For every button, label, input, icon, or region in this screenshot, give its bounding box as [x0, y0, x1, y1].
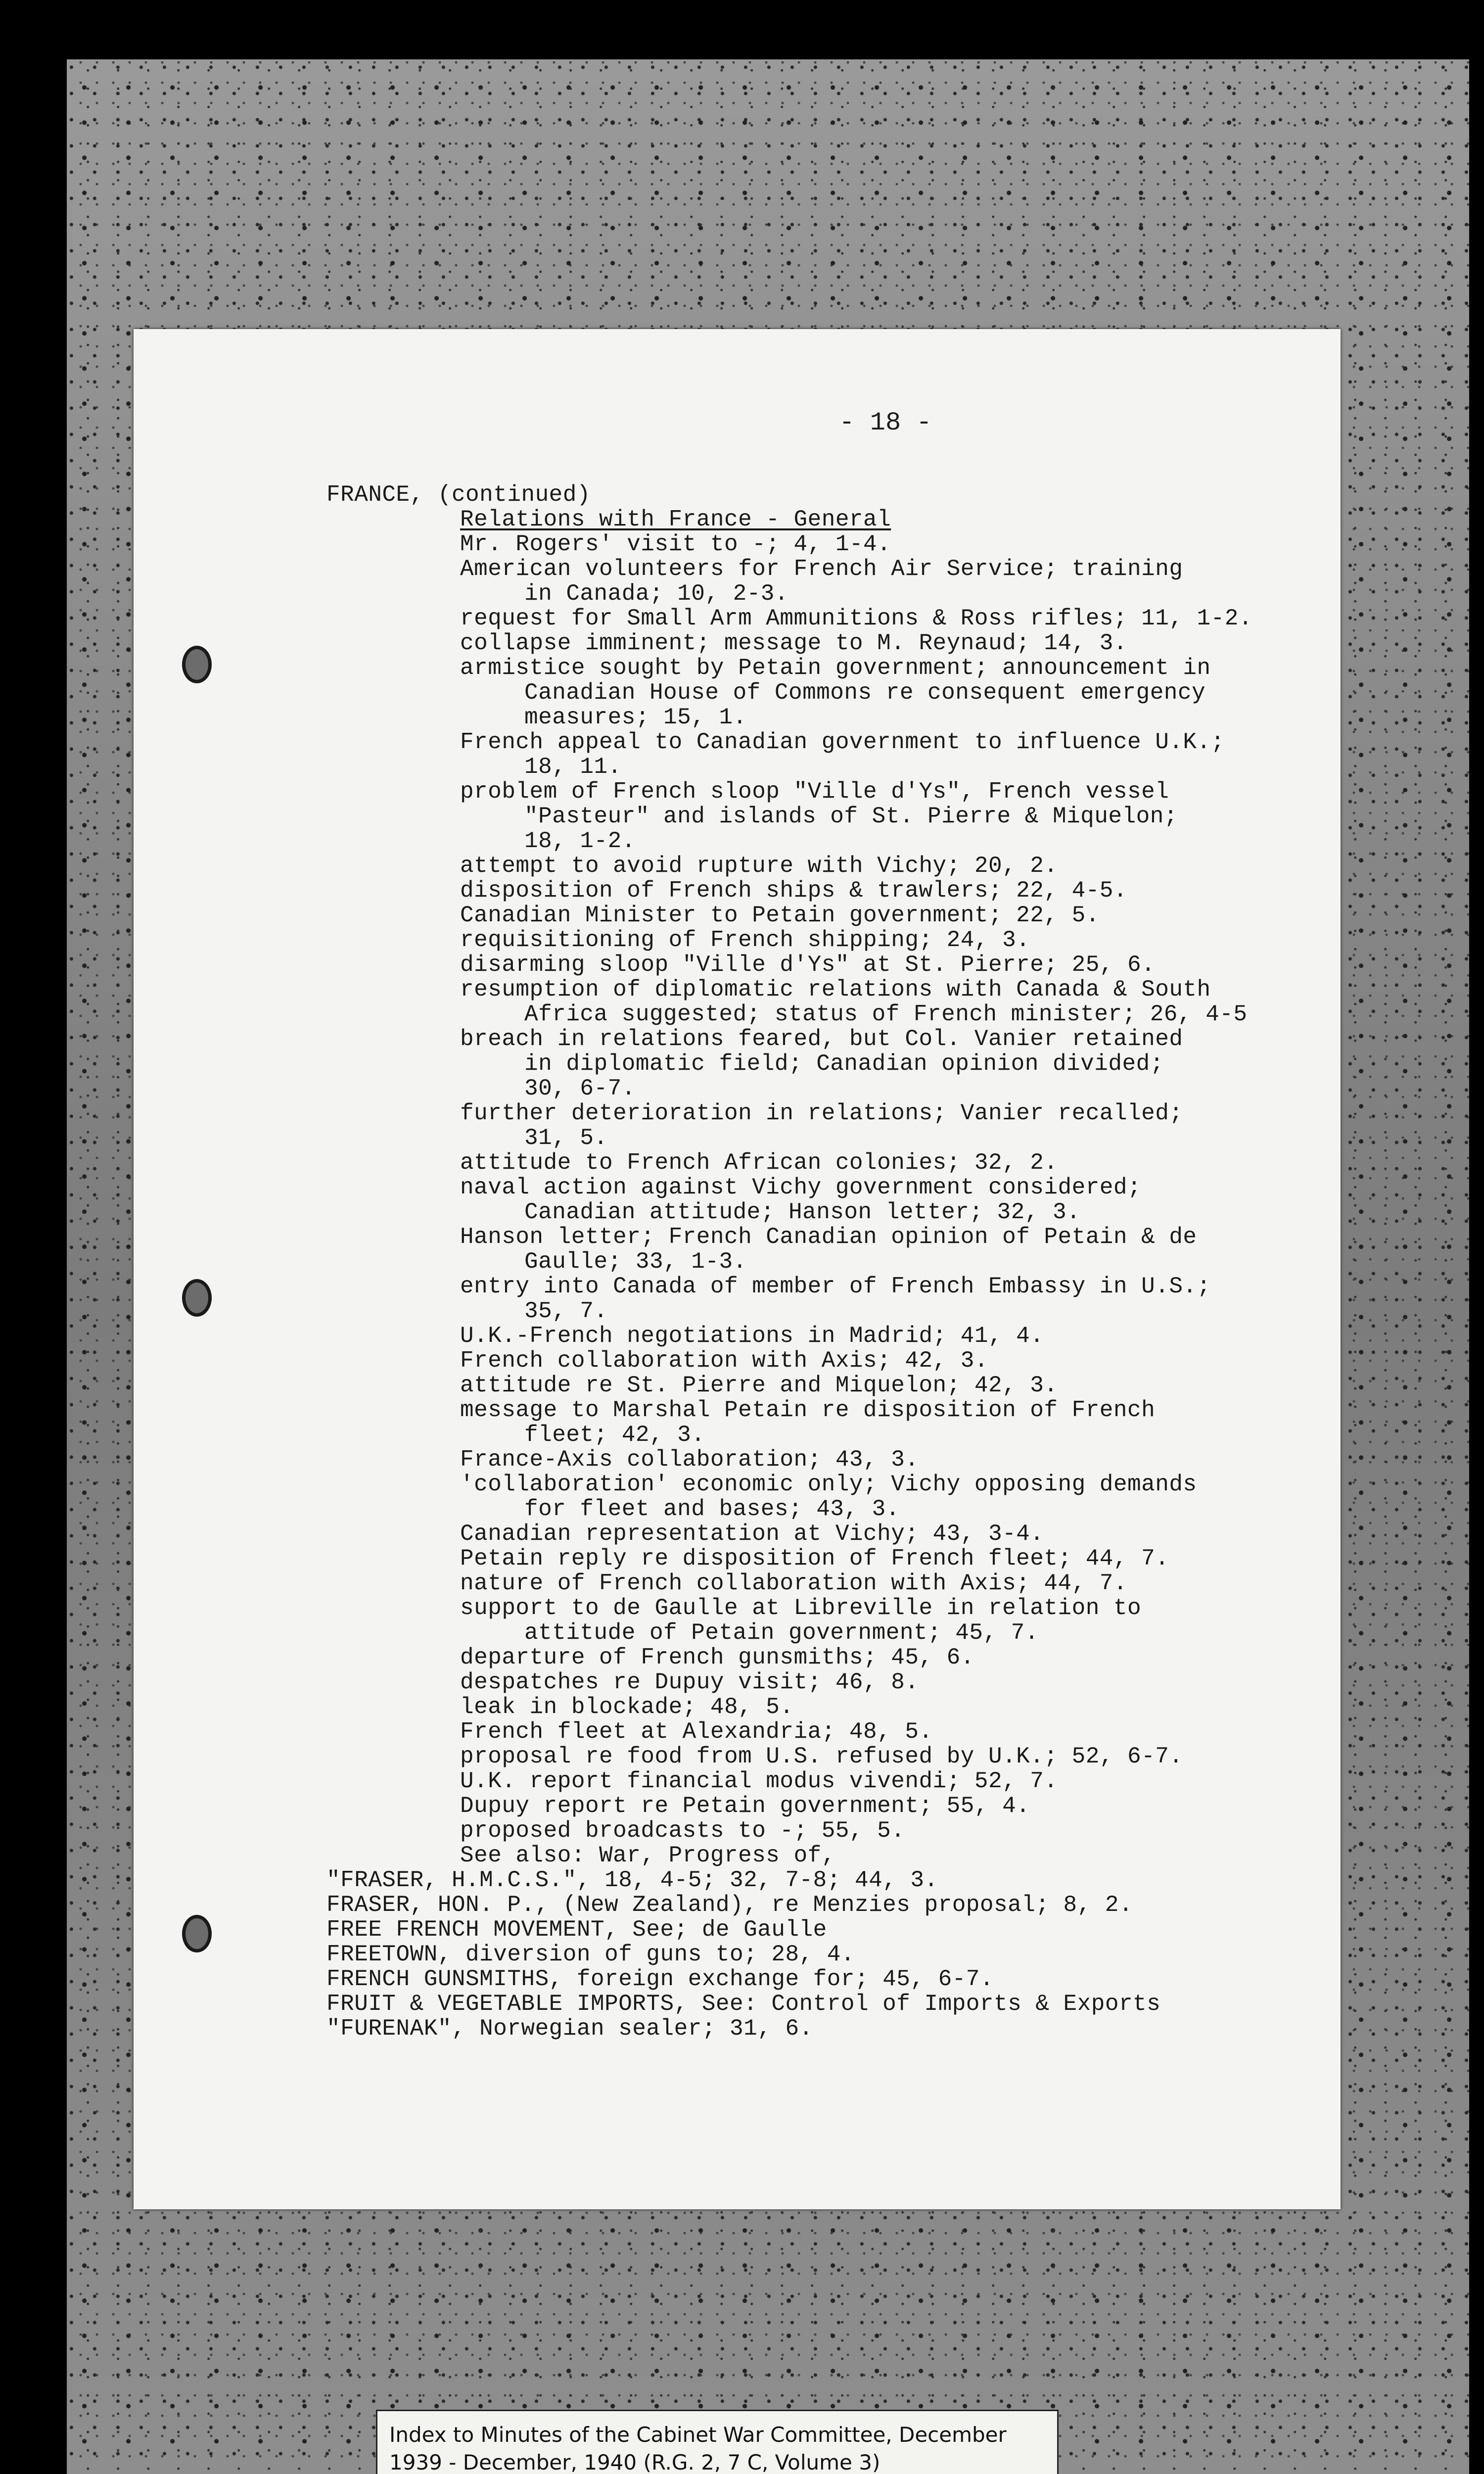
page-number: - 18 -	[839, 408, 932, 437]
index-entry: French collaboration with Axis; 42, 3.	[460, 1348, 988, 1374]
document-page	[134, 329, 1341, 2209]
index-entry: Mr. Rogers' visit to -; 4, 1-4.	[460, 531, 891, 557]
index-entry: leak in blockade; 48, 5.	[460, 1694, 794, 1720]
index-entry: naval action against Vichy government considered;	[460, 1175, 1142, 1200]
index-entry: FRENCH GUNSMITHS, foreign exchange for; 45, 6-7.	[326, 1966, 994, 1992]
index-entry: "FURENAK", Norwegian sealer; 31, 6.	[326, 2016, 813, 2042]
index-entry: disposition of French ships & trawlers; 22, 4-5.	[460, 878, 1128, 904]
section-heading: FRANCE, (continued)	[326, 482, 591, 508]
index-entry: See also: War, Progress of,	[460, 1843, 835, 1868]
index-entry: 30, 6-7.	[524, 1076, 636, 1101]
index-entry: further deterioration in relations; Vanier recalled;	[460, 1100, 1183, 1126]
index-entry: 18, 1-2.	[524, 828, 636, 854]
index-entry: 'collaboration' economic only; Vichy opposing demands	[460, 1472, 1197, 1497]
index-entry: Petain reply re disposition of French fleet; 44, 7.	[460, 1546, 1169, 1571]
index-entry: proposal re food from U.S. refused by U.K.; 52, 6-7.	[460, 1744, 1183, 1769]
index-entry: attitude of Petain government; 45, 7.	[524, 1620, 1039, 1646]
index-entry: departure of French gunsmiths; 45, 6.	[460, 1645, 974, 1670]
index-entry: American volunteers for French Air Service; training	[460, 556, 1183, 582]
punch-hole	[182, 1279, 212, 1317]
index-entry: French appeal to Canadian government to influence U.K.;	[460, 729, 1225, 755]
index-entry: nature of French collaboration with Axis; 44, 7.	[460, 1570, 1128, 1596]
index-entry: FRUIT & VEGETABLE IMPORTS, See: Control of Imports & Exports	[326, 1991, 1161, 2017]
index-entry: French fleet at Alexandria; 48, 5.	[460, 1719, 933, 1745]
index-entry: Hanson letter; French Canadian opinion of Petain & de	[460, 1224, 1197, 1250]
index-entry: 31, 5.	[524, 1125, 608, 1151]
index-entry: for fleet and bases; 43, 3.	[524, 1496, 900, 1522]
index-entry: FREE FRENCH MOVEMENT, See; de Gaulle	[326, 1917, 827, 1943]
index-entry: U.K. report financial modus vivendi; 52, 7.	[460, 1768, 1058, 1794]
index-entry: fleet; 42, 3.	[524, 1422, 705, 1448]
index-entry: Gaulle; 33, 1-3.	[524, 1249, 747, 1275]
index-entry: disarming sloop "Ville d'Ys" at St. Pierre; 25, 6.	[460, 952, 1156, 978]
index-entry: Dupuy report re Petain government; 55, 4.	[460, 1793, 1030, 1819]
index-entry: Canadian representation at Vichy; 43, 3-4.	[460, 1521, 1044, 1547]
index-entry: measures; 15, 1.	[524, 705, 747, 730]
index-entry: "Pasteur" and islands of St. Pierre & Miquelon;	[524, 804, 1178, 829]
index-entry: Africa suggested; status of French minister; 26, 4-5	[524, 1001, 1248, 1027]
index-entry: attitude re St. Pierre and Miquelon; 42, 3.	[460, 1373, 1058, 1398]
index-entry: collapse imminent; message to M. Reynaud; 14, 3.	[460, 630, 1128, 656]
archive-label-line: Index to Minutes of the Cabinet War Committee, December	[389, 2423, 1007, 2447]
index-entry: 18, 11.	[524, 754, 622, 780]
index-entry: breach in relations feared, but Col. Vanier retained	[460, 1026, 1183, 1052]
index-entry: message to Marshal Petain re disposition of French	[460, 1397, 1156, 1423]
index-entry: despatches re Dupuy visit; 46, 8.	[460, 1669, 919, 1695]
punch-hole	[182, 1915, 212, 1952]
index-entries	[326, 482, 1331, 2041]
index-entry: support to de Gaulle at Libreville in relation to	[460, 1595, 1142, 1621]
entry-list	[326, 532, 1331, 2041]
index-entry: FRASER, HON. P., (New Zealand), re Menzies proposal; 8, 2.	[326, 1892, 1133, 1918]
index-entry: Canadian House of Commons re consequent emergency	[524, 680, 1206, 706]
index-entry: proposed broadcasts to -; 55, 5.	[460, 1818, 905, 1844]
index-entry: problem of French sloop "Ville d'Ys", French vessel	[460, 779, 1169, 805]
index-entry: attitude to French African colonies; 32, 2.	[460, 1150, 1058, 1176]
index-entry: Canadian Minister to Petain government; 22, 5.	[460, 903, 1100, 928]
index-entry: in diplomatic field; Canadian opinion divided;	[524, 1051, 1164, 1077]
index-entry: "FRASER, H.M.C.S.", 18, 4-5; 32, 7-8; 44, 3.	[326, 1867, 938, 1893]
index-entry: attempt to avoid rupture with Vichy; 20, 2.	[460, 853, 1058, 879]
index-entry: entry into Canada of member of French Embassy in U.S.;	[460, 1274, 1211, 1299]
archive-label-line: 1939 - December, 1940 (R.G. 2, 7 C, Volume 3)	[389, 2450, 881, 2474]
subheading: Relations with France - General	[460, 507, 891, 532]
index-entry: resumption of diplomatic relations with Canada & South	[460, 977, 1211, 1002]
index-entry: France-Axis collaboration; 43, 3.	[460, 1447, 919, 1473]
index-entry: FREETOWN, diversion of guns to; 28, 4.	[326, 1942, 855, 1967]
index-entry: U.K.-French negotiations in Madrid; 41, 4.	[460, 1323, 1044, 1349]
index-entry: requisitioning of French shipping; 24, 3.	[460, 927, 1030, 953]
index-entry: 35, 7.	[524, 1298, 608, 1324]
archive-label	[376, 2410, 1059, 2474]
index-entry: Canadian attitude; Hanson letter; 32, 3.	[524, 1199, 1081, 1225]
index-entry: request for Small Arm Ammunitions & Ross rifles; 11, 1-2.	[460, 606, 1252, 631]
punch-hole	[182, 646, 212, 683]
index-entry: in Canada; 10, 2-3.	[524, 581, 788, 607]
index-entry: armistice sought by Petain government; announcement in	[460, 655, 1211, 681]
